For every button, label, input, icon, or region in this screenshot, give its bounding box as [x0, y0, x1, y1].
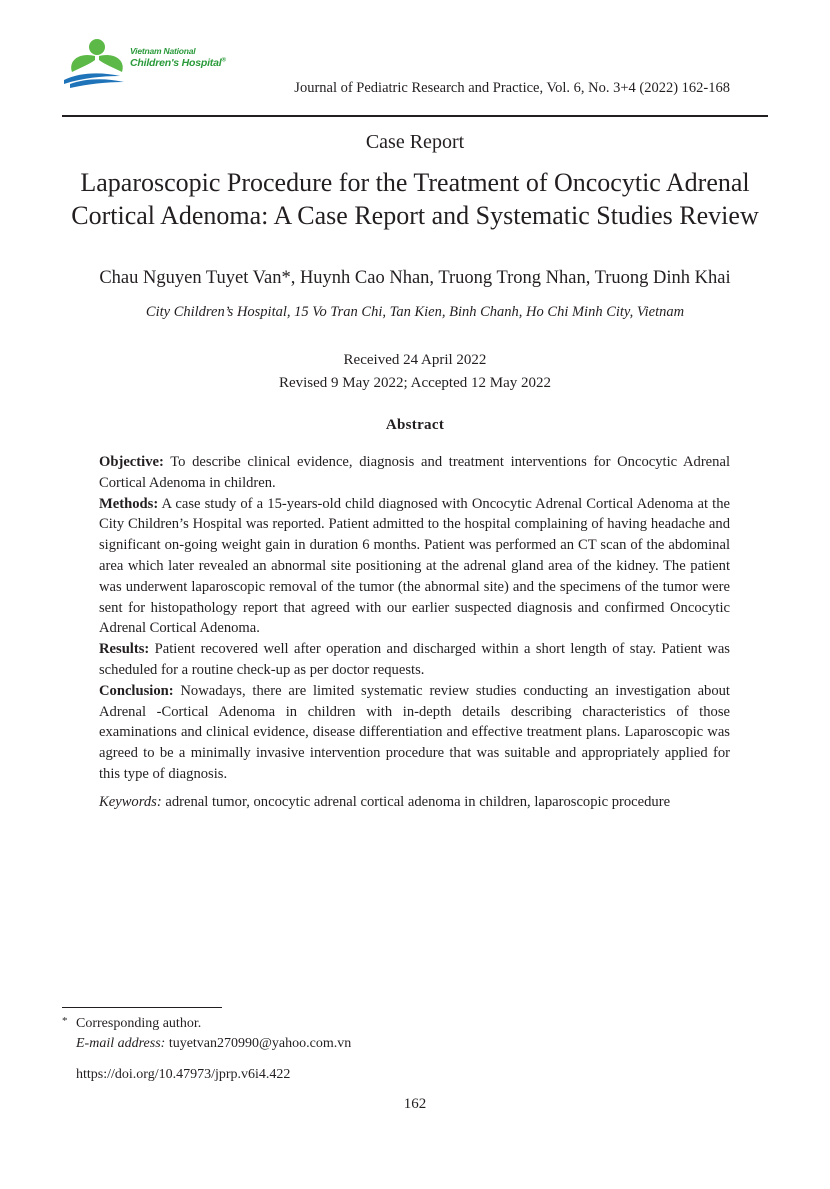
conclusion-text: Nowadays, there are limited systematic review studies conducting an investigation about Adrenal -Cortical Adenoma in children with in-depth details describing characteristics of those examinations and clinical evidence, disease differentiation and effective treatment plans. Laparoscopic was agreed to be a minimally invasive intervention procedure that was suitable and appropriately applied for this type of diagnosis. [99, 682, 730, 782]
footnote-star: * [62, 1015, 68, 1027]
revised-accepted-date: Revised 9 May 2022; Accepted 12 May 2022 [278, 375, 552, 391]
abstract-conclusion [99, 681, 730, 785]
footnote-rule [62, 1007, 222, 1008]
title-line-1: Laparoscopic Procedure for the Treatment of Oncocytic Adrenal [80, 168, 750, 197]
conclusion-label: Conclusion: [99, 682, 174, 699]
methods-text: A case study of a 15-years-old child diagnosed with Oncocytic Adrenal Cortical Adenoma at the City Children’s Hospital was reported. Patient admitted to the hospital complaining of having headache and significant on-going weight gain in duration 6 months. Patient was performed an CT scan of the abdominal area which later revealed an abnormal site positioning at the adrenal gland area of the kidney. The patient was underwent laparoscopic removal of the tumor (the abnormal site) and the specimens of the tumor were sent for histopathology report that agreed with our earlier suspected diagnosis and confirmed Oncocytic Adrenal Cortical Adenoma. [99, 495, 730, 637]
abstract-heading: Abstract [385, 417, 445, 433]
footnote [62, 1014, 351, 1054]
article-dates [0, 349, 830, 395]
header-rule [62, 115, 768, 117]
keywords-label: Keywords: [99, 793, 162, 810]
objective-text: To describe clinical evidence, diagnosis and treatment interventions for Oncocytic Adrenal Cortical Adenoma in children. [99, 454, 730, 491]
results-label: Results: [99, 641, 150, 658]
logo-line1: Vietnam National [130, 46, 196, 56]
methods-label: Methods: [99, 495, 159, 512]
abstract-keywords [99, 792, 730, 813]
email-address[interactable]: tuyetvan270990@yahoo.com.vn [165, 1036, 352, 1051]
logo-line2: Children's Hospital® [130, 57, 226, 69]
email-line [62, 1034, 351, 1054]
corresponding-author: Corresponding author. [76, 1016, 202, 1031]
title-line-2: Cortical Adenoma: A Case Report and Systematic Studies Review [71, 201, 759, 230]
hospital-logo-icon [62, 38, 132, 88]
journal-logo [62, 38, 242, 88]
page-number: 162 [403, 1096, 427, 1112]
abstract-body [99, 452, 730, 813]
abstract-objective [99, 452, 730, 494]
affiliation: City Children’s Hospital, 15 Vo Tran Chi, Tan Kien, Binh Chanh, Ho Chi Minh City, Vietnam [145, 304, 685, 320]
abstract-results [99, 639, 730, 681]
article-type: Case Report [365, 131, 465, 153]
results-text: Patient recovered well after operation and discharged within a short length of stay. Patient was scheduled for a routine check-up as per doctor requests. [99, 641, 730, 678]
doi-link[interactable]: https://doi.org/10.47973/jprp.v6i4.422 [76, 1067, 291, 1082]
article-title [0, 166, 830, 232]
received-date: Received 24 April 2022 [343, 352, 487, 368]
keywords-text: adrenal tumor, oncocytic adrenal cortical adenoma in children, laparoscopic procedure [161, 793, 671, 810]
logo-registered-mark: ® [221, 57, 226, 64]
objective-label: Objective: [99, 454, 164, 470]
journal-citation: Journal of Pediatric Research and Practice, Vol. 6, No. 3+4 (2022) 162-168 [294, 80, 730, 96]
email-label: E-mail address: [76, 1036, 166, 1051]
authors: Chau Nguyen Tuyet Van*, Huynh Cao Nhan, Truong Trong Nhan, Truong Dinh Khai [99, 268, 731, 288]
abstract-methods [99, 494, 730, 640]
